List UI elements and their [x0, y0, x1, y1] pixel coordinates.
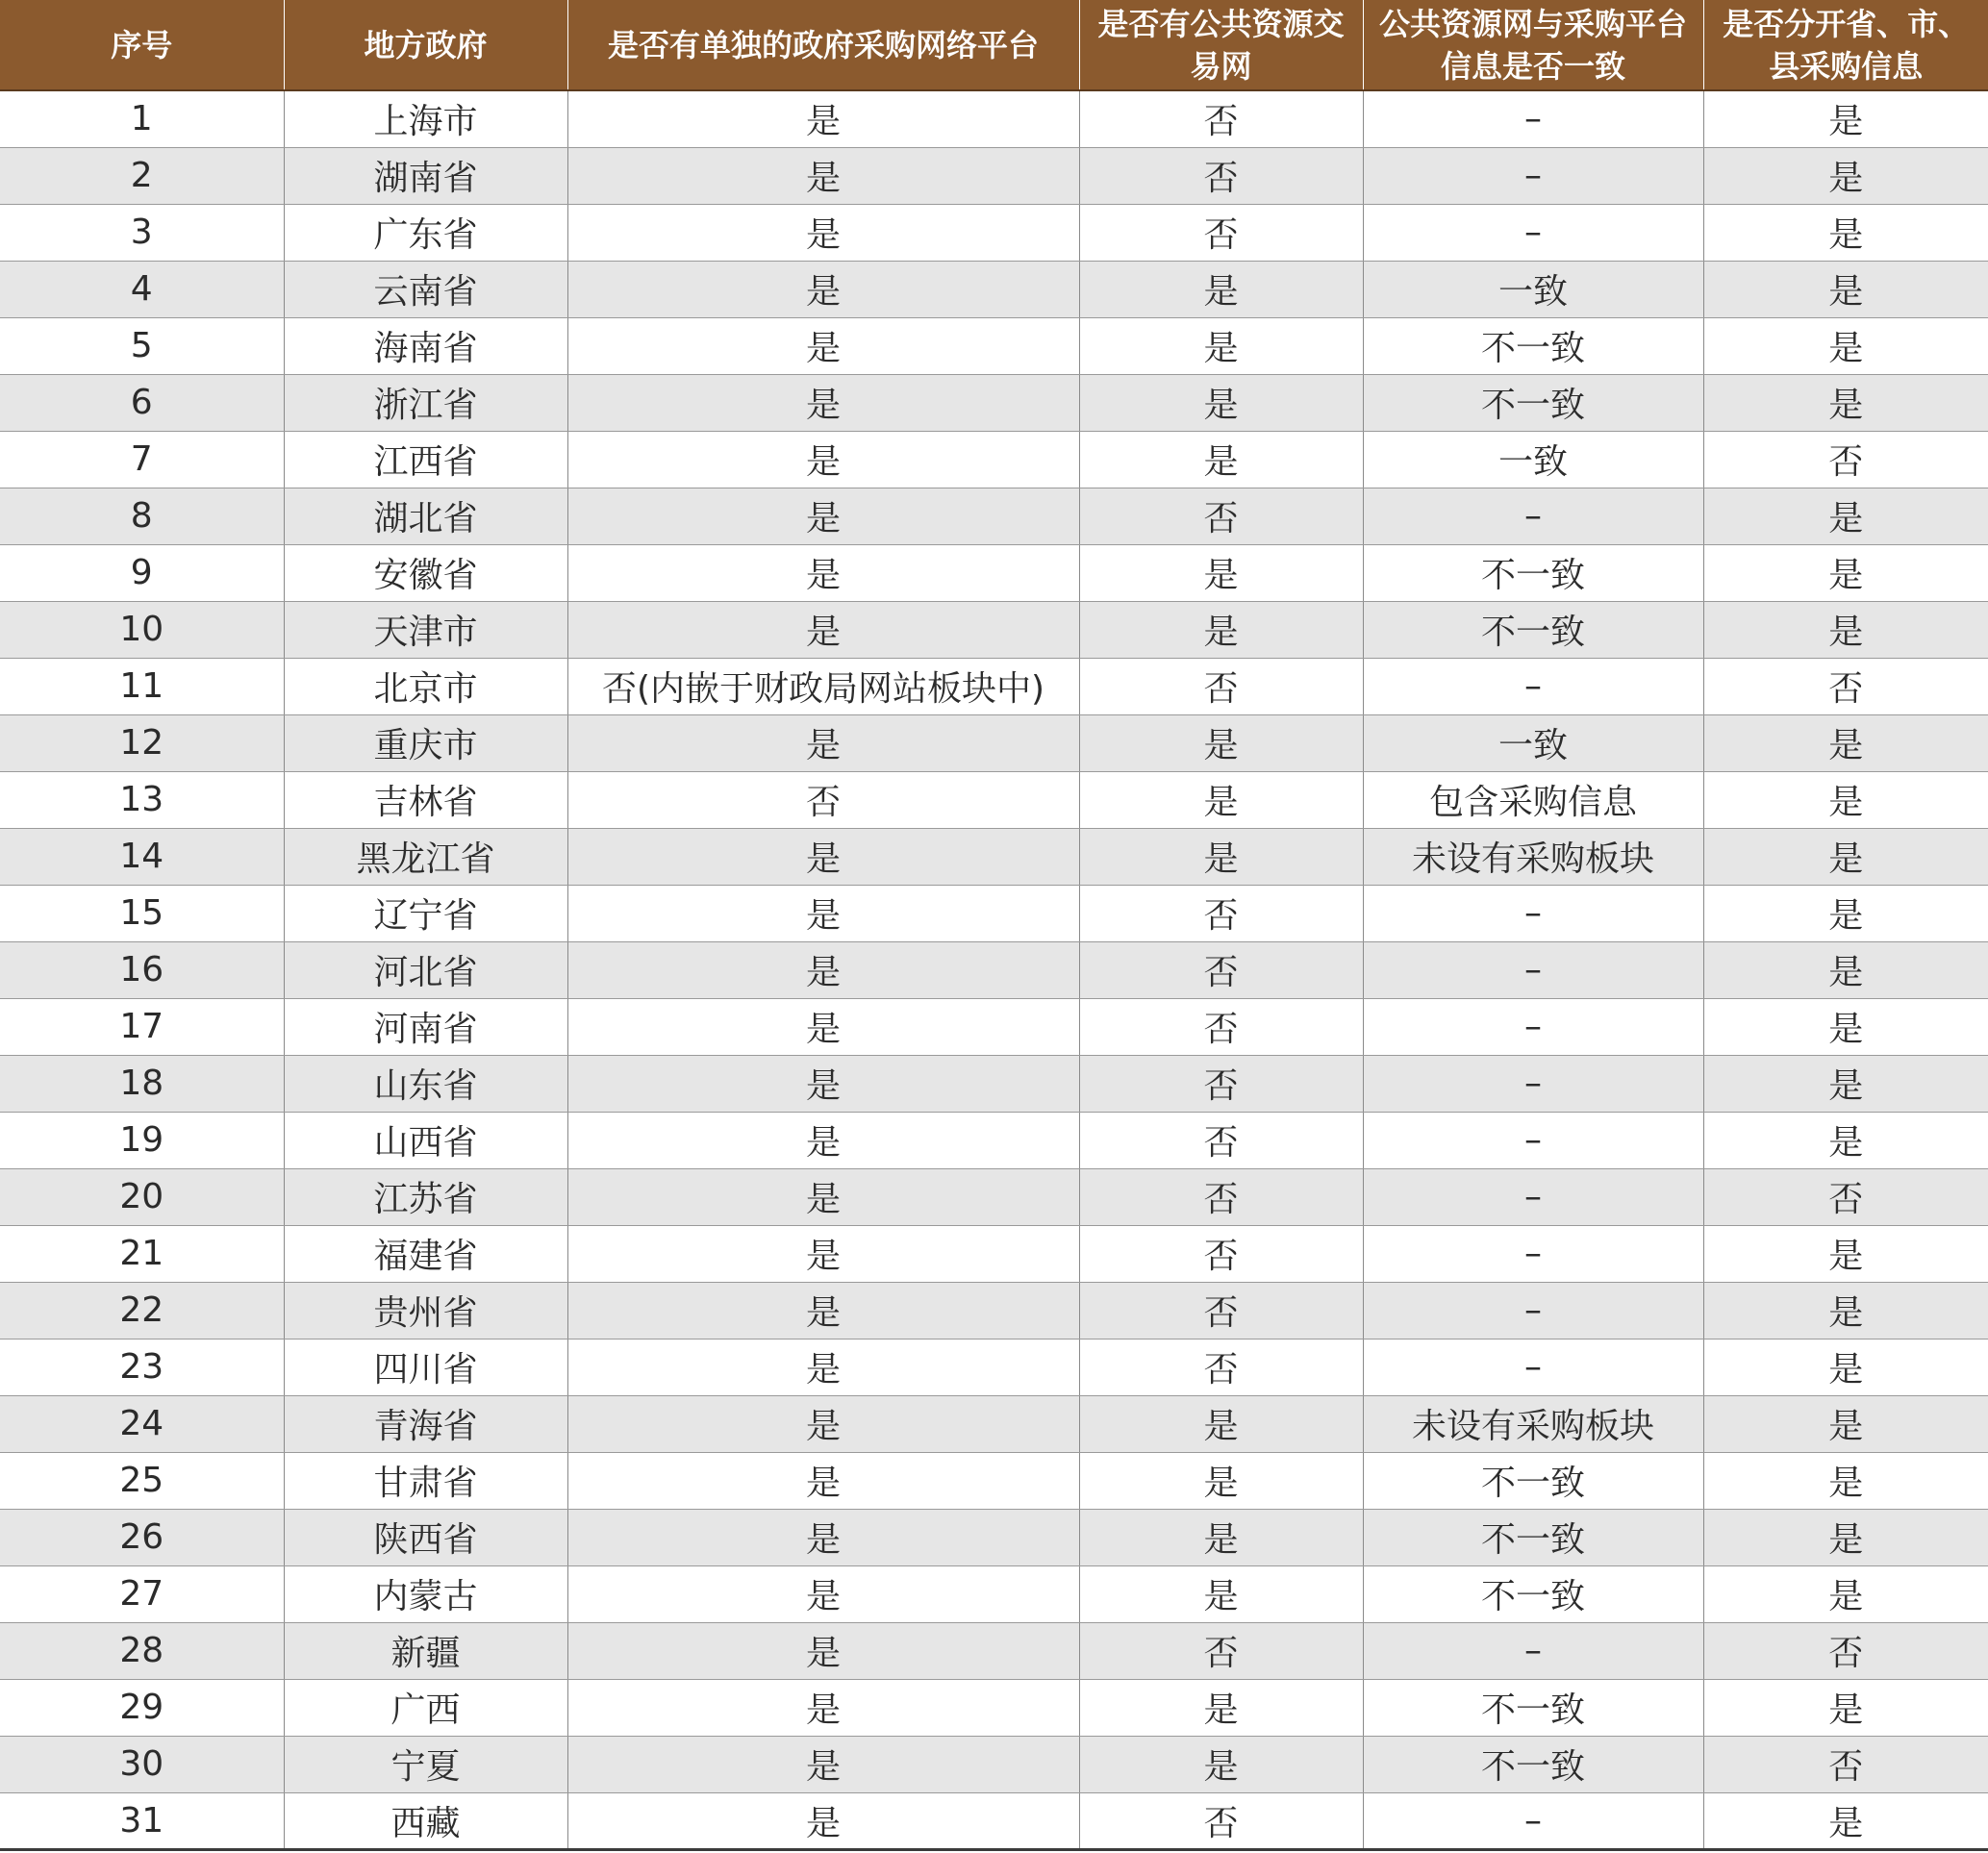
cell-separated-levels: 是 [1703, 1509, 1988, 1565]
cell-info-consistency: – [1363, 1055, 1703, 1112]
cell-separated-levels: 是 [1703, 1282, 1988, 1339]
cell-government: 山东省 [284, 1055, 567, 1112]
cell-info-consistency: – [1363, 885, 1703, 941]
header-government: 地方政府 [284, 0, 567, 90]
cell-separate-platform: 是 [567, 1225, 1079, 1282]
cell-government: 内蒙古 [284, 1565, 567, 1622]
cell-info-consistency: 包含采购信息 [1363, 771, 1703, 828]
cell-public-resource-site: 否 [1079, 1112, 1363, 1168]
cell-index: 30 [0, 1736, 284, 1792]
cell-info-consistency: – [1363, 1792, 1703, 1849]
cell-index: 4 [0, 261, 284, 317]
cell-public-resource-site: 否 [1079, 1168, 1363, 1225]
cell-government: 海南省 [284, 317, 567, 374]
cell-separate-platform: 否(内嵌于财政局网站板块中) [567, 658, 1079, 714]
cell-separate-platform: 是 [567, 1565, 1079, 1622]
cell-government: 青海省 [284, 1395, 567, 1452]
cell-separated-levels: 是 [1703, 147, 1988, 204]
cell-index: 12 [0, 714, 284, 771]
cell-separated-levels: 是 [1703, 714, 1988, 771]
table-row [0, 1055, 1988, 1112]
cell-government: 江苏省 [284, 1168, 567, 1225]
cell-public-resource-site: 是 [1079, 1679, 1363, 1736]
header-public-resource-site: 是否有公共资源交易网 [1079, 0, 1363, 90]
cell-public-resource-site: 是 [1079, 374, 1363, 431]
header-row [0, 0, 1988, 90]
cell-government: 云南省 [284, 261, 567, 317]
cell-government: 河北省 [284, 941, 567, 998]
table-row [0, 374, 1988, 431]
cell-index: 17 [0, 998, 284, 1055]
cell-public-resource-site: 是 [1079, 544, 1363, 601]
cell-separated-levels: 是 [1703, 374, 1988, 431]
cell-info-consistency: 一致 [1363, 714, 1703, 771]
table-row [0, 1339, 1988, 1395]
cell-separate-platform: 是 [567, 204, 1079, 261]
cell-public-resource-site: 否 [1079, 90, 1363, 147]
cell-public-resource-site: 否 [1079, 1225, 1363, 1282]
table-row [0, 1679, 1988, 1736]
cell-government: 黑龙江省 [284, 828, 567, 885]
table-row [0, 1282, 1988, 1339]
cell-separate-platform: 是 [567, 374, 1079, 431]
cell-public-resource-site: 否 [1079, 1792, 1363, 1849]
cell-government: 湖北省 [284, 488, 567, 544]
cell-separated-levels: 否 [1703, 1168, 1988, 1225]
cell-index: 31 [0, 1792, 284, 1849]
cell-government: 浙江省 [284, 374, 567, 431]
table-row [0, 1565, 1988, 1622]
cell-public-resource-site: 否 [1079, 1339, 1363, 1395]
cell-public-resource-site: 否 [1079, 658, 1363, 714]
header-separate-platform: 是否有单独的政府采购网络平台 [567, 0, 1079, 90]
table-row [0, 147, 1988, 204]
table-row [0, 1792, 1988, 1849]
cell-public-resource-site: 是 [1079, 317, 1363, 374]
cell-government: 宁夏 [284, 1736, 567, 1792]
cell-government: 四川省 [284, 1339, 567, 1395]
cell-index: 6 [0, 374, 284, 431]
table-row [0, 1395, 1988, 1452]
cell-separated-levels: 否 [1703, 431, 1988, 488]
cell-separate-platform: 是 [567, 488, 1079, 544]
cell-index: 21 [0, 1225, 284, 1282]
cell-separated-levels: 是 [1703, 1565, 1988, 1622]
cell-government: 贵州省 [284, 1282, 567, 1339]
cell-public-resource-site: 是 [1079, 1509, 1363, 1565]
cell-separate-platform: 是 [567, 317, 1079, 374]
cell-public-resource-site: 否 [1079, 147, 1363, 204]
cell-government: 上海市 [284, 90, 567, 147]
table-row [0, 544, 1988, 601]
cell-public-resource-site: 是 [1079, 431, 1363, 488]
cell-government: 福建省 [284, 1225, 567, 1282]
cell-separate-platform: 是 [567, 714, 1079, 771]
table-row [0, 317, 1988, 374]
table-row [0, 941, 1988, 998]
cell-separate-platform: 是 [567, 1168, 1079, 1225]
cell-public-resource-site: 是 [1079, 1736, 1363, 1792]
table-row [0, 488, 1988, 544]
cell-public-resource-site: 否 [1079, 1055, 1363, 1112]
cell-separate-platform: 是 [567, 147, 1079, 204]
cell-info-consistency: 不一致 [1363, 1565, 1703, 1622]
cell-public-resource-site: 是 [1079, 1452, 1363, 1509]
cell-separate-platform: 是 [567, 1395, 1079, 1452]
cell-government: 河南省 [284, 998, 567, 1055]
cell-info-consistency: 未设有采购板块 [1363, 1395, 1703, 1452]
cell-info-consistency: 不一致 [1363, 1452, 1703, 1509]
cell-info-consistency: 不一致 [1363, 1509, 1703, 1565]
cell-public-resource-site: 是 [1079, 261, 1363, 317]
table-row [0, 1225, 1988, 1282]
cell-separated-levels: 是 [1703, 885, 1988, 941]
cell-public-resource-site: 否 [1079, 998, 1363, 1055]
cell-info-consistency: 不一致 [1363, 601, 1703, 658]
cell-public-resource-site: 是 [1079, 1565, 1363, 1622]
cell-separated-levels: 是 [1703, 941, 1988, 998]
cell-public-resource-site: 是 [1079, 601, 1363, 658]
cell-info-consistency: – [1363, 1282, 1703, 1339]
cell-index: 20 [0, 1168, 284, 1225]
table-row [0, 431, 1988, 488]
cell-separate-platform: 是 [567, 431, 1079, 488]
cell-separated-levels: 是 [1703, 1792, 1988, 1849]
cell-government: 天津市 [284, 601, 567, 658]
cell-index: 11 [0, 658, 284, 714]
header-info-consistency: 公共资源网与采购平台信息是否一致 [1363, 0, 1703, 90]
header-index: 序号 [0, 0, 284, 90]
cell-government: 陕西省 [284, 1509, 567, 1565]
table-row [0, 998, 1988, 1055]
cell-separated-levels: 是 [1703, 90, 1988, 147]
cell-separated-levels: 否 [1703, 658, 1988, 714]
cell-public-resource-site: 否 [1079, 488, 1363, 544]
cell-info-consistency: – [1363, 90, 1703, 147]
cell-index: 28 [0, 1622, 284, 1679]
cell-info-consistency: 一致 [1363, 261, 1703, 317]
cell-separate-platform: 是 [567, 941, 1079, 998]
cell-public-resource-site: 是 [1079, 714, 1363, 771]
cell-government: 湖南省 [284, 147, 567, 204]
cell-public-resource-site: 否 [1079, 1622, 1363, 1679]
cell-index: 10 [0, 601, 284, 658]
table-row [0, 261, 1988, 317]
cell-separated-levels: 否 [1703, 1736, 1988, 1792]
table-row [0, 601, 1988, 658]
cell-index: 1 [0, 90, 284, 147]
cell-government: 北京市 [284, 658, 567, 714]
table-row [0, 828, 1988, 885]
table-body [0, 90, 1988, 1849]
cell-index: 26 [0, 1509, 284, 1565]
cell-index: 3 [0, 204, 284, 261]
cell-separated-levels: 否 [1703, 1622, 1988, 1679]
cell-separate-platform: 是 [567, 1509, 1079, 1565]
cell-separated-levels: 是 [1703, 1225, 1988, 1282]
table-row [0, 1509, 1988, 1565]
cell-separated-levels: 是 [1703, 1395, 1988, 1452]
cell-separated-levels: 是 [1703, 488, 1988, 544]
cell-separated-levels: 是 [1703, 261, 1988, 317]
cell-separate-platform: 是 [567, 1736, 1079, 1792]
cell-index: 25 [0, 1452, 284, 1509]
cell-separated-levels: 是 [1703, 828, 1988, 885]
table-row [0, 771, 1988, 828]
cell-separated-levels: 是 [1703, 998, 1988, 1055]
cell-separated-levels: 是 [1703, 204, 1988, 261]
cell-index: 16 [0, 941, 284, 998]
cell-index: 29 [0, 1679, 284, 1736]
cell-index: 8 [0, 488, 284, 544]
cell-government: 广西 [284, 1679, 567, 1736]
cell-separated-levels: 是 [1703, 601, 1988, 658]
cell-separate-platform: 是 [567, 1792, 1079, 1849]
cell-separated-levels: 是 [1703, 544, 1988, 601]
cell-info-consistency: 未设有采购板块 [1363, 828, 1703, 885]
table-row [0, 1736, 1988, 1792]
cell-info-consistency: – [1363, 1339, 1703, 1395]
cell-index: 15 [0, 885, 284, 941]
cell-government: 甘肃省 [284, 1452, 567, 1509]
table-row [0, 1622, 1988, 1679]
cell-separate-platform: 是 [567, 1622, 1079, 1679]
cell-public-resource-site: 是 [1079, 771, 1363, 828]
cell-index: 27 [0, 1565, 284, 1622]
cell-public-resource-site: 是 [1079, 828, 1363, 885]
cell-index: 9 [0, 544, 284, 601]
cell-info-consistency: – [1363, 658, 1703, 714]
cell-separated-levels: 是 [1703, 1055, 1988, 1112]
cell-info-consistency: – [1363, 1622, 1703, 1679]
cell-separate-platform: 是 [567, 998, 1079, 1055]
cell-info-consistency: – [1363, 998, 1703, 1055]
cell-public-resource-site: 否 [1079, 204, 1363, 261]
cell-separated-levels: 是 [1703, 1679, 1988, 1736]
cell-info-consistency: – [1363, 941, 1703, 998]
table-row [0, 1452, 1988, 1509]
cell-info-consistency: – [1363, 488, 1703, 544]
cell-index: 13 [0, 771, 284, 828]
table-row [0, 1112, 1988, 1168]
cell-government: 西藏 [284, 1792, 567, 1849]
table-row [0, 1168, 1988, 1225]
cell-info-consistency: – [1363, 1112, 1703, 1168]
cell-index: 18 [0, 1055, 284, 1112]
cell-info-consistency: 不一致 [1363, 1679, 1703, 1736]
cell-info-consistency: 不一致 [1363, 1736, 1703, 1792]
cell-separate-platform: 是 [567, 261, 1079, 317]
cell-index: 24 [0, 1395, 284, 1452]
cell-index: 19 [0, 1112, 284, 1168]
cell-separate-platform: 是 [567, 601, 1079, 658]
cell-separate-platform: 是 [567, 90, 1079, 147]
cell-info-consistency: 不一致 [1363, 374, 1703, 431]
header-separated-levels: 是否分开省、市、县采购信息 [1703, 0, 1988, 90]
cell-government: 山西省 [284, 1112, 567, 1168]
cell-separate-platform: 是 [567, 1339, 1079, 1395]
cell-separate-platform: 是 [567, 544, 1079, 601]
cell-separated-levels: 是 [1703, 1452, 1988, 1509]
cell-index: 2 [0, 147, 284, 204]
cell-government: 安徽省 [284, 544, 567, 601]
cell-separate-platform: 否 [567, 771, 1079, 828]
cell-separated-levels: 是 [1703, 1339, 1988, 1395]
cell-separate-platform: 是 [567, 1282, 1079, 1339]
cell-separate-platform: 是 [567, 885, 1079, 941]
cell-public-resource-site: 否 [1079, 1282, 1363, 1339]
cell-separate-platform: 是 [567, 1112, 1079, 1168]
cell-info-consistency: – [1363, 204, 1703, 261]
cell-government: 重庆市 [284, 714, 567, 771]
table-row [0, 885, 1988, 941]
cell-separate-platform: 是 [567, 828, 1079, 885]
cell-public-resource-site: 是 [1079, 1395, 1363, 1452]
cell-public-resource-site: 否 [1079, 885, 1363, 941]
table-row [0, 658, 1988, 714]
cell-separated-levels: 是 [1703, 771, 1988, 828]
cell-info-consistency: – [1363, 1225, 1703, 1282]
cell-separate-platform: 是 [567, 1679, 1079, 1736]
cell-index: 22 [0, 1282, 284, 1339]
cell-info-consistency: 不一致 [1363, 317, 1703, 374]
cell-government: 辽宁省 [284, 885, 567, 941]
cell-separated-levels: 是 [1703, 317, 1988, 374]
cell-separate-platform: 是 [567, 1055, 1079, 1112]
cell-info-consistency: 不一致 [1363, 544, 1703, 601]
cell-info-consistency: – [1363, 147, 1703, 204]
cell-info-consistency: 一致 [1363, 431, 1703, 488]
table-header [0, 0, 1988, 90]
cell-government: 新疆 [284, 1622, 567, 1679]
cell-public-resource-site: 否 [1079, 941, 1363, 998]
cell-separate-platform: 是 [567, 1452, 1079, 1509]
table-row [0, 714, 1988, 771]
cell-index: 23 [0, 1339, 284, 1395]
cell-government: 吉林省 [284, 771, 567, 828]
table-row [0, 90, 1988, 147]
cell-index: 14 [0, 828, 284, 885]
cell-separated-levels: 是 [1703, 1112, 1988, 1168]
cell-government: 广东省 [284, 204, 567, 261]
cell-info-consistency: – [1363, 1168, 1703, 1225]
table-row [0, 204, 1988, 261]
cell-index: 7 [0, 431, 284, 488]
cell-government: 江西省 [284, 431, 567, 488]
cell-index: 5 [0, 317, 284, 374]
